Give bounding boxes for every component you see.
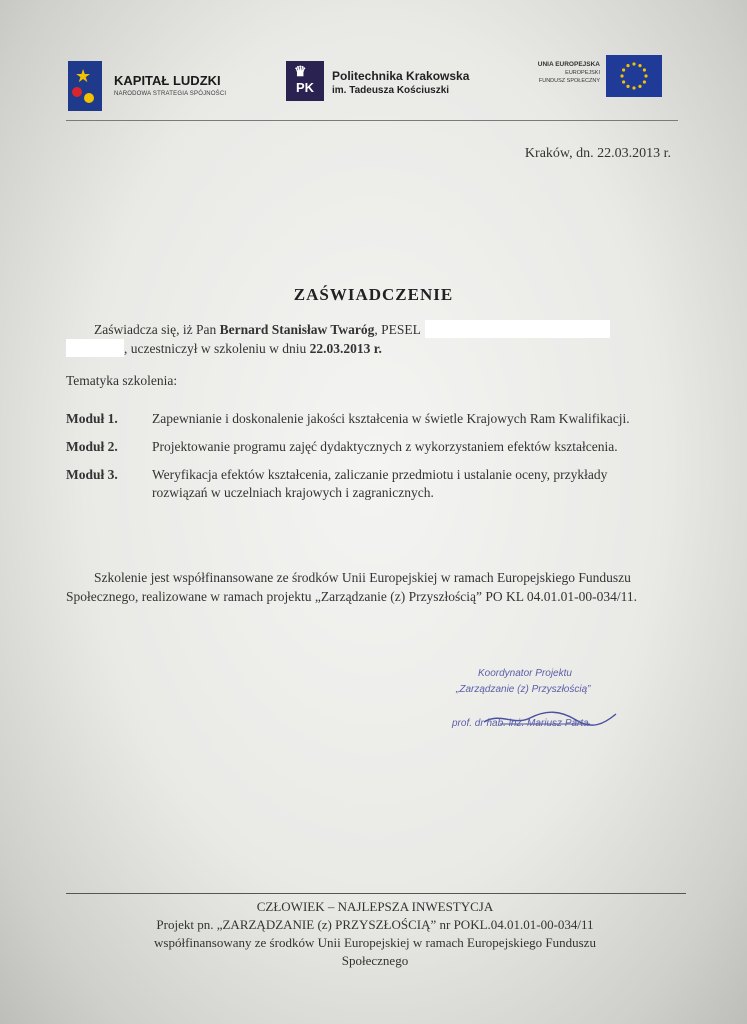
module-label: Moduł 3.	[66, 467, 118, 482]
module-text: Zapewnianie i doskonalenie jakości kształcenia w świetle Krajowych Ram Kwalifikacji.	[152, 411, 630, 426]
pesel-redaction-continued	[66, 339, 124, 357]
header-logos	[68, 55, 668, 115]
module-label: Moduł 2.	[66, 439, 118, 454]
stamp-line-1: Koordynator Projektu	[478, 668, 572, 679]
module-item	[66, 438, 656, 456]
kapital-ludzki-emblem-icon: ★	[68, 61, 102, 111]
module-item	[66, 410, 656, 428]
university-subtitle: im. Tadeusza Kościuszki	[332, 85, 450, 96]
footer	[60, 898, 690, 970]
kapital-ludzki-subtitle: NARODOWA STRATEGIA SPÓJNOŚCI	[114, 91, 227, 97]
topics-label: Tematyka szkolenia:	[66, 373, 178, 388]
university-name: Politechnika Krakowska	[332, 69, 470, 83]
kapital-ludzki-title: KAPITAŁ LUDZKI	[114, 73, 221, 88]
training-date: 22.03.2013 r.	[309, 341, 382, 356]
module-label: Moduł 1.	[66, 411, 118, 426]
footer-line-1: CZŁOWIEK – NAJLEPSZA INWESTYCJA	[256, 899, 494, 914]
stamp-line-2: „Zarządzanie (z) Przyszłością”	[456, 684, 591, 695]
certificate-statement: Zaświadcza się, iż Pan Bernard Stanisław Twaróg, PESEL , uczestniczył w szkoleniu w dniu 22.03.2013 r.	[66, 320, 666, 358]
document-title: ZAŚWIADCZENIE	[293, 285, 454, 304]
module-text: Projektowanie programu zajęć dydaktycznych z wykorzystaniem efektów kształcenia.	[152, 439, 618, 454]
eu-flag-icon	[606, 55, 662, 97]
politechnika-logo	[286, 61, 506, 105]
footer-line-2: Projekt pn. „ZARZĄDZANIE (z) PRZYSZŁOŚCIĄ” nr POKL.04.01.01-00-034/11	[156, 917, 594, 932]
module-text: Weryfikacja efektów kształcenia, zaliczanie przedmiotu i ustalanie oceny, przykłady rozwiązań w uczelniach krajowych i zagranicznych.	[152, 467, 608, 500]
eu-logo	[520, 55, 668, 103]
pesel-redaction	[425, 320, 610, 338]
pk-emblem-icon: ♛ PK	[286, 61, 324, 101]
document-date: Kraków, dn. 22.03.2013 r.	[524, 146, 671, 161]
header-divider	[66, 120, 678, 121]
kapital-ludzki-logo	[68, 59, 258, 107]
footer-line-3: współfinansowany ze środków Unii Europejskiej w ramach Europejskiego Funduszu	[154, 935, 596, 950]
coordinator-stamp	[450, 668, 640, 748]
footer-divider	[66, 893, 686, 894]
funding-paragraph: Szkolenie jest współfinansowane ze środków Unii Europejskiej w ramach Europejskiego Funduszu Społecznego, realizowane w ramach projektu „Zarządzanie (z) Przyszłością” PO KL 04.01.01-00-034/11.	[66, 570, 638, 604]
stamp-line-3: prof. dr hab. inż. Mariusz Parta	[452, 718, 589, 729]
eu-logo-text: UNIA EUROPEJSKA EUROPEJSKI FUNDUSZ SPOŁECZNY	[537, 61, 600, 84]
person-name: Bernard Stanisław Twaróg	[219, 322, 375, 337]
modules-list	[66, 410, 656, 512]
footer-line-4: Społecznego	[341, 953, 409, 968]
module-item	[66, 466, 656, 502]
